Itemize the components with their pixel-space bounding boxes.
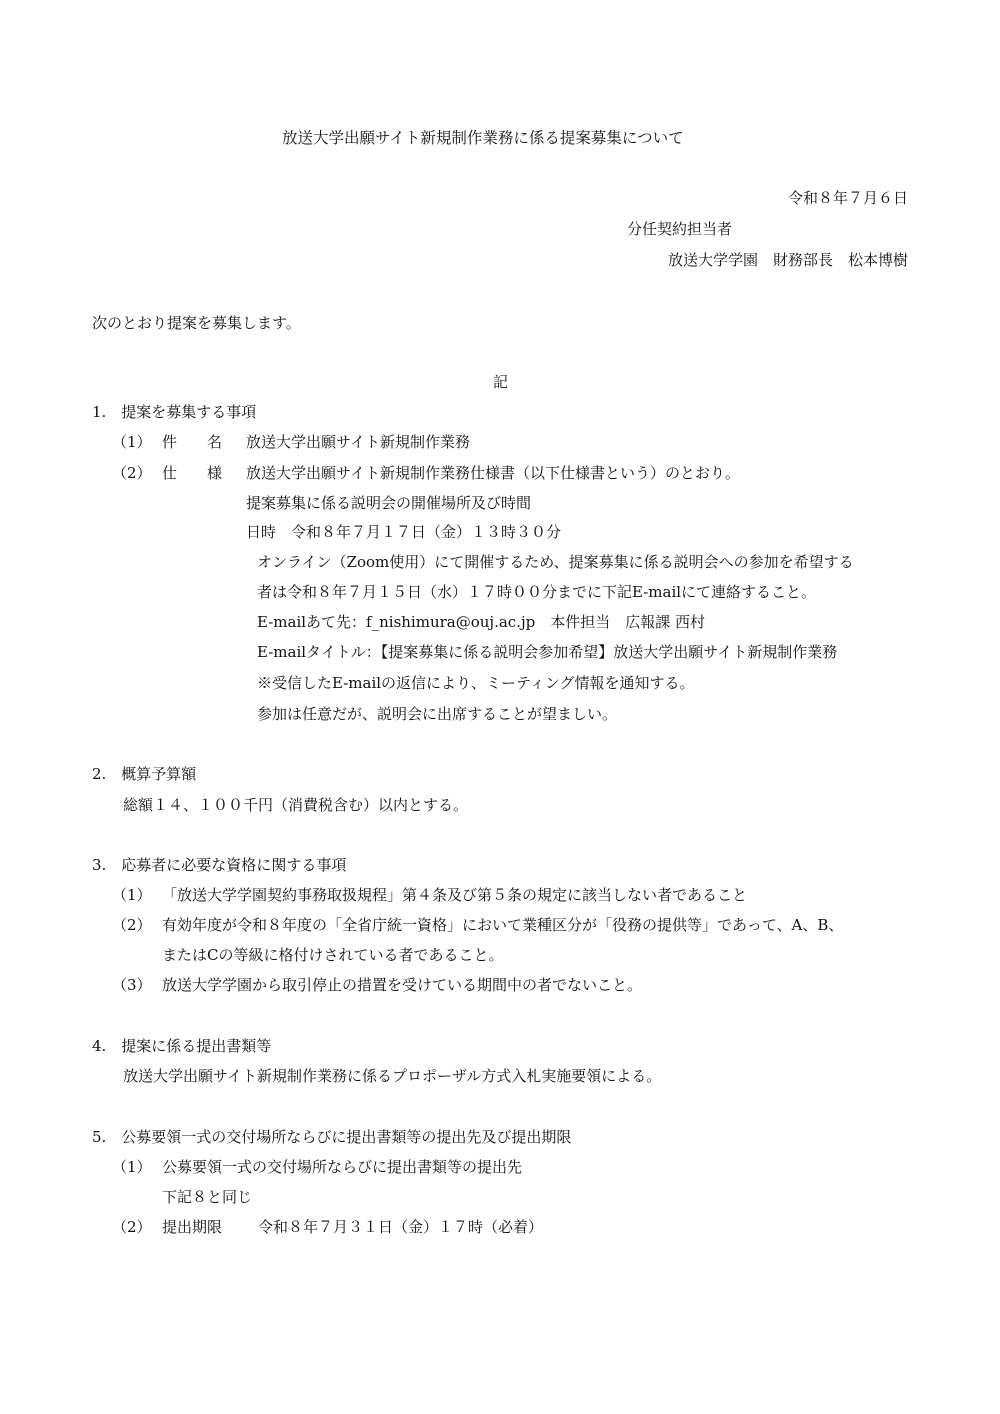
briefing-email-address: E-mailあて先：f_nishimura@ouj.ac.jp 本件担当 広報課 西村 xyxy=(257,613,705,631)
briefing-line: 参加は任意だが、説明会に出席することが望ましい。 xyxy=(257,705,618,723)
section-3-item-1-text: 「放送大学学園契約事務取扱規程」第４条及び第５条の規定に該当しない者であること xyxy=(162,886,748,904)
section-1-item-1-text: 放送大学出願サイト新規制作業務 xyxy=(246,433,470,451)
issuer-name: 放送大学学園 財務部長 松本博樹 xyxy=(667,251,908,269)
section-3-item-2-continuation: またはCの等級に格付けされている者であること。 xyxy=(162,946,504,964)
section-5-item-1-number: （1） xyxy=(112,1158,152,1176)
briefing-line: オンライン（Zoom使用）にて開催するため、提案募集に係る説明会への参加を希望する xyxy=(257,553,854,571)
briefing-line: 者は令和８年７月１５日（水）１７時００分までに下記E-mailにて連絡すること。 xyxy=(257,583,817,601)
section-3-item-2-number: （2） xyxy=(112,916,152,934)
section-4-heading: 4. 提案に係る提出書類等 xyxy=(92,1037,272,1055)
ki-heading: 記 xyxy=(493,373,509,391)
section-4-text: 放送大学出願サイト新規制作業務に係るプロポーザル方式入札実施要領による。 xyxy=(123,1067,662,1085)
briefing-email-title: E-mailタイトル：【提案募集に係る説明会参加希望】放送大学出願サイト新規制作業務 xyxy=(257,643,838,661)
section-5-heading: 5. 公募要領一式の交付場所ならびに提出書類等の提出先及び提出期限 xyxy=(92,1128,572,1146)
section-5-item-2-number: （2） xyxy=(112,1218,152,1236)
section-1-item-1-label: 件 名 xyxy=(162,433,223,451)
issuer-role: 分任契約担当者 xyxy=(627,220,733,238)
section-2-heading: 2. 概算予算額 xyxy=(92,765,197,783)
section-3-item-3-number: （3） xyxy=(112,976,152,994)
document-title: 放送大学出願サイト新規制作業務に係る提案募集について xyxy=(282,129,684,147)
section-5-item-1-sub: 下記８と同じ xyxy=(162,1188,253,1206)
section-2-text: 総額１４、１００千円（消費税含む）以内とする。 xyxy=(123,796,469,814)
section-1-item-2-label: 仕 様 xyxy=(162,464,223,482)
section-5-item-1-text: 公募要領一式の交付場所ならびに提出書類等の提出先 xyxy=(162,1158,523,1176)
section-3-item-2-text: 有効年度が令和８年度の「全省庁統一資格」において業種区分が「役務の提供等」であって、A、B、 xyxy=(162,916,844,934)
section-5-item-2-label: 提出期限 xyxy=(162,1218,223,1236)
issue-date: 令和８年７月６日 xyxy=(787,189,908,207)
section-1-heading: 1. 提案を募集する事項 xyxy=(92,403,257,421)
section-1-item-2-text: 放送大学出願サイト新規制作業務仕様書（以下仕様書という）のとおり。 xyxy=(246,464,740,482)
briefing-datetime: 日時 令和８年７月１７日（金）１３時３０分 xyxy=(246,523,562,541)
section-3-item-3-text: 放送大学学園から取引停止の措置を受けている期間中の者でないこと。 xyxy=(162,976,643,994)
intro-text: 次のとおり提案を募集します。 xyxy=(92,314,301,332)
section-1-item-1-number: （1） xyxy=(112,433,152,451)
briefing-heading: 提案募集に係る説明会の開催場所及び時間 xyxy=(246,494,532,512)
section-3-heading: 3. 応募者に必要な資格に関する事項 xyxy=(92,856,347,874)
section-3-item-1-number: （1） xyxy=(112,886,152,904)
section-1-item-2-number: （2） xyxy=(112,464,152,482)
briefing-line: ※受信したE-mailの返信により、ミーティング情報を通知する。 xyxy=(257,674,695,692)
section-5-item-2-text: 令和８年７月３１日（金）１７時（必着） xyxy=(258,1218,544,1236)
